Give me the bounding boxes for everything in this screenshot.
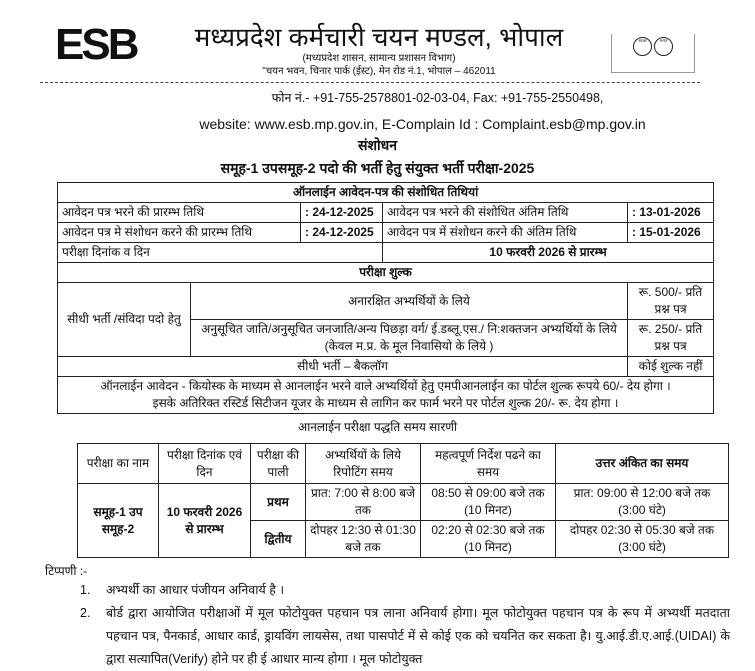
label: अनारक्षित अभ्यर्थियों के लिये: [191, 283, 628, 320]
org-address: "चयन भवन, चिनार पार्क (ईस्ट), मेन रोड नं.1, भोपाल – 462011: [262, 66, 496, 77]
header-row: [78, 444, 729, 484]
contact-phone: फोन नं.- +91-755-2578801-02-03-04, Fax: +91-755-2550498,: [271, 91, 604, 105]
shift: प्रथम: [251, 484, 306, 521]
table-row: [78, 484, 729, 521]
swachh-bharat-logo: [611, 34, 695, 73]
value: : 13-01-2026: [628, 203, 714, 223]
value: 10 फरवरी 2026 से प्रारम्भ: [383, 243, 714, 263]
letterhead-text: [161, 22, 597, 78]
esb-logo: ESB: [55, 20, 137, 69]
label: आवेदन पत्र मे संशोधन करने की प्रारम्भ तिथि: [58, 223, 301, 243]
item-number: 2.: [80, 606, 91, 620]
value: : 24-12-2025: [301, 223, 383, 243]
exam-date: 10 फरवरी 2026 से प्रारम्भ: [159, 484, 251, 558]
table-row: [58, 243, 714, 263]
column-header: अभ्यर्थियों के लिये रिपोटिंग समय: [306, 444, 421, 484]
table-row: [58, 283, 714, 320]
label: परीक्षा दिनांक व दिन: [58, 243, 383, 263]
exam-title: समूह-1 उपसमूह-2 पदो की भर्ती हेतु संयुक्त भर्ती परीक्षा-2025: [220, 160, 535, 176]
label: आवेदन पत्र में संशोधन करने की अंतिम तिथि: [383, 223, 628, 243]
value: रू. 250/- प्रति प्रश्न पत्र: [628, 320, 714, 357]
value: : 15-01-2026: [628, 223, 714, 243]
value: कोई शुल्क नहीं: [628, 357, 714, 377]
exam-name: समूह-1 उप समूह-2: [78, 484, 159, 558]
fee-group: सीधी भर्ती /संविदा पदो हेतु: [58, 283, 191, 357]
column-header: महत्वपूर्ण निर्देश पढने का समय: [421, 444, 556, 484]
value: : 24-12-2025: [301, 203, 383, 223]
reporting-time: दोपहर 12:30 से 01:30 बजे तक: [306, 521, 421, 558]
dates-heading: ऑनलाईन आवेदन-पत्र की संशोधित तिथियां: [58, 183, 714, 203]
fee-note-2: इसके अतिरिक्त रस्टिर्ड सिटीजन यूजर के माध्यम से लागिन कर फार्म भरने पर पोर्टल शुल्क 20/- रू. देय होगा ।: [152, 396, 619, 410]
logo-text: भारत: [654, 37, 673, 56]
contact-website: website: www.esb.mp.gov.in, E-Complain Id : Complaint.esb@mp.gov.in: [199, 116, 646, 132]
label: आवेदन पत्र भरने की प्रारम्भ तिथि: [58, 203, 301, 223]
org-subtitle: (मध्यप्रदेश शासन, सामान्य प्रशासन विभाग): [302, 53, 456, 64]
logo-text: स्वच्छ: [633, 37, 652, 56]
dates-fees-table: [57, 182, 714, 414]
column-header: परीक्षा की पाली: [251, 444, 306, 484]
fee-note-1: ऑनलाईन आवेदन - कियोस्क के माध्यम से आनलाईन भरने वाले अभ्यर्थियों हेतु एमपीआनलाईन का पोर्टल शुल्क रूपये 60/- देय होगा ।: [100, 379, 671, 393]
shift: द्वितीय: [251, 521, 306, 558]
schedule-caption: आनलाईन परीक्षा पद्धति समय सारणी: [297, 420, 458, 434]
notes-heading: टिप्पणी :-: [45, 564, 88, 578]
fees-heading: परीक्षा शुल्क: [58, 263, 714, 283]
label: आवेदन पत्र भरने की संशोधित अंतिम तिथि: [383, 203, 628, 223]
letterhead: [0, 0, 755, 78]
table-row: [58, 223, 714, 243]
value: रू. 500/- प्रति प्रश्न पत्र: [628, 283, 714, 320]
list-item: [80, 579, 730, 602]
list-item: [80, 602, 730, 671]
answer-time: दोपहर 02:30 से 05:30 बजे तक (3:00 घंटे): [556, 521, 729, 558]
label: सीधी भर्ती – बैकलॉग: [58, 357, 628, 377]
label: अनुसूचित जाति/अनुसूचित जनजाति/अन्य पिछड़ा वर्ग/ ई.डब्लू.एस./ नि:शक्तजन अभ्यर्थियों के लिये (केवल म.प्र. के मूल निवासियो के लिये ): [191, 320, 628, 357]
fee-note: [58, 377, 714, 414]
column-header: उत्तर अंकित का समय: [556, 444, 729, 484]
notice-heading: संशोधन: [358, 137, 397, 153]
column-header: परीक्षा का नाम: [78, 444, 159, 484]
org-title: मध्यप्रदेश कर्मचारी चयन मण्डल, भोपाल: [194, 22, 564, 52]
answer-time: प्रात: 09:00 से 12:00 बजे तक (3:00 घंटे): [556, 484, 729, 521]
column-header: परीक्षा दिनांक एवं दिन: [159, 444, 251, 484]
item-number: 1.: [80, 583, 91, 597]
header-divider: [40, 82, 700, 83]
instruction-time: 02:20 से 02:30 बजे तक (10 मिनट): [421, 521, 556, 558]
instruction-time: 08:50 से 09:00 बजे तक (10 मिनट): [421, 484, 556, 521]
table-row: [58, 357, 714, 377]
item-text: अभ्यर्थी का आधार पंजीयन अनिवार्य है ।: [106, 583, 285, 597]
reporting-time: प्रात: 7:00 से 8:00 बजे तक: [306, 484, 421, 521]
schedule-table: [77, 443, 729, 558]
table-row: [58, 203, 714, 223]
item-text: बोर्ड द्वारा आयोजित परीक्षाओं में मूल फोटोयुक्त पहचान पत्र लाना अनिवार्य होगा। मूल फोटोयुक्त पहचान पत्र के रूप में अभ्यर्थी मतदाता पहचान पत्र, पैनकार्ड, आधार कार्ड, ड्रायविंग लायसेस, तथा पासपोर्ट में से कोई एक को चयनित कर सकता है। यु.आई.डी.ए.आई.(UIDAI) के द्वारा सत्यापित(Verify) होने पर ही ई आधार मान्य होगा । मूल फोटोयुक्त: [106, 606, 730, 666]
